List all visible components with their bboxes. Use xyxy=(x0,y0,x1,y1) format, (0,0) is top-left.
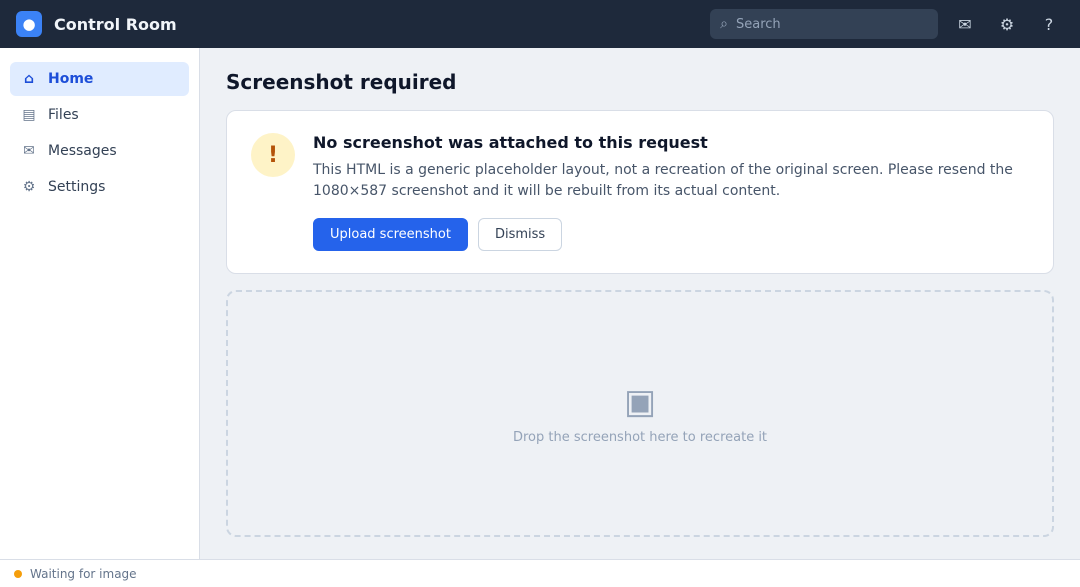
sidebar xyxy=(0,48,200,559)
search-icon: ⌕ xyxy=(720,16,728,32)
notice-heading: No screenshot was attached to this request xyxy=(313,133,708,152)
search-input[interactable] xyxy=(734,16,928,33)
sidebar-item-label: Settings xyxy=(48,179,106,195)
sidebar-item-label: Home xyxy=(48,71,94,87)
sidebar-item-label: Messages xyxy=(48,143,117,159)
status-bar xyxy=(0,559,1080,587)
mail-icon: ✉ xyxy=(23,143,35,159)
app-logo-icon: ● xyxy=(16,11,42,37)
main-content xyxy=(200,48,1080,559)
status-indicator xyxy=(14,570,22,578)
title-bar xyxy=(0,0,1080,48)
home-icon: ⌂ xyxy=(23,71,35,87)
page-title: Screenshot required xyxy=(226,70,457,94)
gear-icon: ⚙ xyxy=(22,179,36,195)
sidebar-item-settings[interactable] xyxy=(10,170,189,204)
notice-actions xyxy=(313,218,1029,251)
notice-card xyxy=(226,110,1054,274)
help-icon[interactable]: ? xyxy=(1044,14,1054,34)
sidebar-item-home[interactable] xyxy=(10,62,189,96)
drop-zone[interactable] xyxy=(226,290,1054,537)
app-title: Control Room xyxy=(54,14,177,34)
bell-icon[interactable]: ✉ xyxy=(958,14,972,34)
upload-screenshot-button[interactable]: Upload screenshot xyxy=(313,218,468,251)
sidebar-item-messages[interactable] xyxy=(10,134,189,168)
sidebar-item-files[interactable] xyxy=(10,98,189,132)
sidebar-item-label: Files xyxy=(48,107,79,123)
status-text: Waiting for image xyxy=(30,566,137,581)
folder-icon: ▤ xyxy=(22,107,36,123)
drop-zone-hint: Drop the screenshot here to recreate it xyxy=(512,430,768,445)
gear-icon[interactable]: ⚙ xyxy=(999,14,1015,34)
search-box[interactable] xyxy=(710,9,938,39)
notice-body: This HTML is a generic placeholder layout, not a recreation of the original screen. Please resend the 1080×587 screenshot and it will be rebuilt from its actual content. xyxy=(313,162,1013,199)
warning-icon: ! xyxy=(251,133,295,177)
body-row xyxy=(0,48,1080,559)
dismiss-button[interactable]: Dismiss xyxy=(478,218,562,251)
image-icon: ▣ xyxy=(623,382,657,422)
notice-text xyxy=(313,133,1029,251)
